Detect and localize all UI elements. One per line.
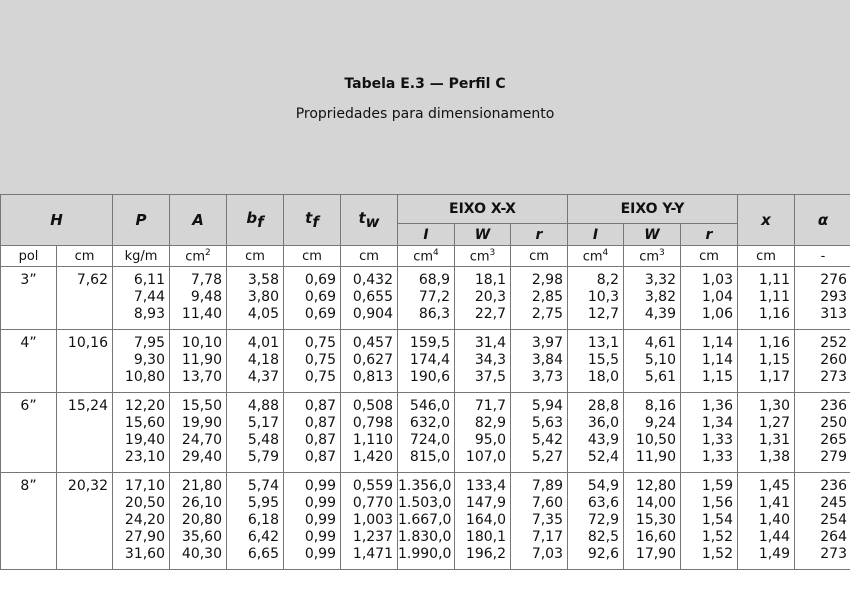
cell-value: 0,770 <box>352 495 393 511</box>
cell-col-2 <box>227 473 284 570</box>
cell-value: 72,9 <box>587 512 619 528</box>
table-subtitle: Propriedades para dimensionamento <box>295 106 555 122</box>
cell-col-1 <box>170 267 227 330</box>
cell-col-0 <box>113 330 170 393</box>
cell-col-7 <box>511 393 568 473</box>
unit-a: $cm^2$ <box>170 246 227 267</box>
cell-col-10 <box>681 267 738 330</box>
cell-value: 7,17 <box>531 529 563 545</box>
cell-value: 1.356,0 <box>398 478 452 494</box>
cell-value: 5,95 <box>247 495 279 511</box>
cell-value: 0,904 <box>352 306 393 322</box>
unit-h-cm: cm <box>57 246 113 267</box>
cell-value: 31,60 <box>124 546 165 562</box>
cell-value: 1,36 <box>701 398 733 414</box>
cell-value: 18,0 <box>587 369 619 385</box>
cell-value: 0,655 <box>352 289 393 305</box>
cell-value: 1,15 <box>701 369 733 385</box>
cell-value: 3,97 <box>531 335 563 351</box>
cell-value: 0,432 <box>352 272 393 288</box>
cell-value: 5,94 <box>531 398 563 414</box>
cell-value: 26,10 <box>181 495 222 511</box>
cell-value: 5,63 <box>531 415 563 431</box>
cell-value: 1,38 <box>758 449 790 465</box>
col-header-x: x <box>738 195 795 246</box>
cell-value: 4,88 <box>247 398 279 414</box>
cell-value: 7,44 <box>133 289 165 305</box>
cell-value: 14,00 <box>635 495 676 511</box>
unit-alpha: - <box>795 246 850 267</box>
cell-value: 1,003 <box>352 512 393 528</box>
cell-value: 77,2 <box>418 289 450 305</box>
cell-value: 0,69 <box>304 306 336 322</box>
cell-col-8 <box>568 393 624 473</box>
cell-value: 5,10 <box>644 352 676 368</box>
cell-value: 5,79 <box>247 449 279 465</box>
cell-value: 10,50 <box>635 432 676 448</box>
cell-value: 6,42 <box>247 529 279 545</box>
cell-value: 0,75 <box>304 369 336 385</box>
cell-value: 5,42 <box>531 432 563 448</box>
col-header-a: A <box>170 195 227 246</box>
cell-value: 0,813 <box>352 369 393 385</box>
cell-value: 5,48 <box>247 432 279 448</box>
unit-pol: pol <box>1 246 57 267</box>
cell-col-5 <box>398 473 455 570</box>
unit-wx: $cm^3$ <box>455 246 511 267</box>
cell-value: 1,15 <box>758 352 790 368</box>
cell-col-9 <box>624 267 681 330</box>
cell-value: 12,20 <box>124 398 165 414</box>
cell-value: 21,80 <box>181 478 222 494</box>
header-row-groups <box>1 195 850 224</box>
cell-value: 13,1 <box>587 335 619 351</box>
cell-col-12 <box>795 473 850 570</box>
cell-value: 0,87 <box>304 415 336 431</box>
cell-value: 23,10 <box>124 449 165 465</box>
cell-value: 159,5 <box>409 335 450 351</box>
cell-value: 12,80 <box>635 478 676 494</box>
table-title: Tabela E.3 — Perfil C <box>344 76 506 92</box>
col-header-ry: r <box>681 224 738 246</box>
cell-col-3 <box>284 473 341 570</box>
table-row <box>1 393 850 473</box>
cell-value: 9,24 <box>644 415 676 431</box>
cell-col-11 <box>738 473 795 570</box>
properties-table <box>0 194 850 570</box>
cell-value: 5,61 <box>644 369 676 385</box>
cell-value: 815,0 <box>409 449 450 465</box>
cell-col-0 <box>113 393 170 473</box>
cell-value: 1.503,0 <box>398 495 452 511</box>
cell-value: 5,17 <box>247 415 279 431</box>
cell-value: 1,40 <box>758 512 790 528</box>
cell-value: 1,237 <box>352 529 393 545</box>
cell-value: 95,0 <box>474 432 506 448</box>
cell-value: 632,0 <box>409 415 450 431</box>
cell-value: 37,5 <box>474 369 506 385</box>
cell-col-7 <box>511 473 568 570</box>
cell-value: 7,60 <box>531 495 563 511</box>
col-header-tw: $t_w$ <box>341 195 398 246</box>
cell-value: 31,4 <box>474 335 506 351</box>
cell-value: 0,75 <box>304 335 336 351</box>
cell-value: 17,90 <box>635 546 676 562</box>
col-header-iy: I <box>568 224 624 246</box>
cell-value: 4,01 <box>247 335 279 351</box>
cell-h-pol: 3” <box>1 267 57 330</box>
table-body <box>1 267 850 570</box>
cell-col-11 <box>738 267 795 330</box>
cell-value: 236 <box>820 478 847 494</box>
unit-p: kg/m <box>113 246 170 267</box>
col-header-alpha: α <box>795 195 850 246</box>
cell-value: 4,05 <box>247 306 279 322</box>
cell-value: 82,9 <box>474 415 506 431</box>
col-header-ix: I <box>398 224 455 246</box>
cell-value: 7,03 <box>531 546 563 562</box>
cell-col-3 <box>284 393 341 473</box>
cell-value: 20,50 <box>124 495 165 511</box>
cell-value: 1,33 <box>701 432 733 448</box>
cell-value: 16,60 <box>635 529 676 545</box>
cell-value: 17,10 <box>124 478 165 494</box>
cell-value: 27,90 <box>124 529 165 545</box>
unit-bf: cm <box>227 246 284 267</box>
col-header-rx: r <box>511 224 568 246</box>
cell-value: 11,40 <box>181 306 222 322</box>
cell-value: 3,80 <box>247 289 279 305</box>
cell-col-5 <box>398 393 455 473</box>
cell-value: 43,9 <box>587 432 619 448</box>
cell-col-12 <box>795 330 850 393</box>
cell-value: 12,7 <box>587 306 619 322</box>
cell-value: 3,82 <box>644 289 676 305</box>
cell-value: 273 <box>820 546 847 562</box>
cell-value: 252 <box>820 335 847 351</box>
cell-col-6 <box>455 267 511 330</box>
cell-value: 20,3 <box>474 289 506 305</box>
cell-value: 1,44 <box>758 529 790 545</box>
cell-col-7 <box>511 267 568 330</box>
cell-value: 279 <box>820 449 847 465</box>
cell-value: 24,20 <box>124 512 165 528</box>
cell-col-11 <box>738 330 795 393</box>
cell-value: 6,65 <box>247 546 279 562</box>
cell-h-pol: 6” <box>1 393 57 473</box>
cell-col-2 <box>227 267 284 330</box>
cell-value: 1,14 <box>701 352 733 368</box>
cell-h-pol: 8” <box>1 473 57 570</box>
cell-value: 1,420 <box>352 449 393 465</box>
cell-value: 724,0 <box>409 432 450 448</box>
col-header-wx: W <box>455 224 511 246</box>
cell-col-6 <box>455 393 511 473</box>
cell-value: 1,52 <box>701 529 733 545</box>
cell-value: 180,1 <box>465 529 506 545</box>
cell-value: 265 <box>820 432 847 448</box>
cell-value: 35,60 <box>181 529 222 545</box>
unit-tw: cm <box>341 246 398 267</box>
cell-value: 1,30 <box>758 398 790 414</box>
cell-col-2 <box>227 393 284 473</box>
cell-value: 3,84 <box>531 352 563 368</box>
cell-value: 254 <box>820 512 847 528</box>
cell-value: 1,110 <box>352 432 393 448</box>
cell-col-8 <box>568 330 624 393</box>
cell-value: 107,0 <box>465 449 506 465</box>
cell-value: 11,90 <box>635 449 676 465</box>
col-header-p: P <box>113 195 170 246</box>
cell-value: 313 <box>820 306 847 322</box>
cell-value: 546,0 <box>409 398 450 414</box>
cell-value: 1,33 <box>701 449 733 465</box>
cell-value: 15,5 <box>587 352 619 368</box>
cell-col-3 <box>284 267 341 330</box>
cell-value: 0,798 <box>352 415 393 431</box>
cell-col-8 <box>568 473 624 570</box>
cell-value: 4,61 <box>644 335 676 351</box>
unit-wy: $cm^3$ <box>624 246 681 267</box>
cell-value: 19,90 <box>181 415 222 431</box>
cell-col-10 <box>681 473 738 570</box>
cell-value: 0,75 <box>304 352 336 368</box>
cell-value: 5,74 <box>247 478 279 494</box>
cell-value: 52,4 <box>587 449 619 465</box>
cell-value: 82,5 <box>587 529 619 545</box>
cell-value: 0,69 <box>304 289 336 305</box>
col-header-wy: W <box>624 224 681 246</box>
cell-value: 1,27 <box>758 415 790 431</box>
table-row <box>1 267 850 330</box>
cell-value: 1,52 <box>701 546 733 562</box>
cell-value: 63,6 <box>587 495 619 511</box>
cell-value: 1,471 <box>352 546 393 562</box>
cell-value: 6,18 <box>247 512 279 528</box>
cell-value: 0,627 <box>352 352 393 368</box>
cell-value: 9,48 <box>190 289 222 305</box>
cell-value: 174,4 <box>409 352 450 368</box>
cell-value: 15,50 <box>181 398 222 414</box>
cell-value: 236 <box>820 398 847 414</box>
cell-value: 1,56 <box>701 495 733 511</box>
cell-value: 71,7 <box>474 398 506 414</box>
cell-value: 0,87 <box>304 449 336 465</box>
cell-value: 6,11 <box>133 272 165 288</box>
cell-value: 273 <box>820 369 847 385</box>
cell-col-6 <box>455 330 511 393</box>
units-row <box>1 246 850 267</box>
cell-col-5 <box>398 267 455 330</box>
cell-value: 1,49 <box>758 546 790 562</box>
cell-value: 293 <box>820 289 847 305</box>
cell-value: 7,89 <box>531 478 563 494</box>
cell-value: 190,6 <box>409 369 450 385</box>
cell-value: 0,99 <box>304 478 336 494</box>
cell-value: 147,9 <box>465 495 506 511</box>
cell-value: 0,559 <box>352 478 393 494</box>
unit-tf: cm <box>284 246 341 267</box>
cell-col-0 <box>113 473 170 570</box>
cell-value: 1,03 <box>701 272 733 288</box>
cell-col-9 <box>624 393 681 473</box>
cell-value: 8,2 <box>596 272 619 288</box>
cell-value: 0,87 <box>304 432 336 448</box>
cell-value: 0,99 <box>304 512 336 528</box>
cell-value: 13,70 <box>181 369 222 385</box>
cell-col-2 <box>227 330 284 393</box>
cell-col-4 <box>341 330 398 393</box>
cell-value: 1,04 <box>701 289 733 305</box>
cell-value: 164,0 <box>465 512 506 528</box>
cell-value: 0,99 <box>304 546 336 562</box>
cell-value: 10,3 <box>587 289 619 305</box>
cell-value: 3,73 <box>531 369 563 385</box>
cell-value: 8,16 <box>644 398 676 414</box>
cell-value: 1,06 <box>701 306 733 322</box>
cell-h-cm: 15,24 <box>57 393 113 473</box>
cell-value: 264 <box>820 529 847 545</box>
cell-col-1 <box>170 473 227 570</box>
cell-col-4 <box>341 267 398 330</box>
cell-value: 0,99 <box>304 495 336 511</box>
cell-col-9 <box>624 330 681 393</box>
cell-col-8 <box>568 267 624 330</box>
cell-col-1 <box>170 330 227 393</box>
cell-value: 1,16 <box>758 306 790 322</box>
cell-value: 7,78 <box>190 272 222 288</box>
cell-col-1 <box>170 393 227 473</box>
title-banner <box>0 0 850 194</box>
cell-value: 245 <box>820 495 847 511</box>
cell-value: 1.667,0 <box>398 512 452 528</box>
cell-col-7 <box>511 330 568 393</box>
cell-value: 0,508 <box>352 398 393 414</box>
unit-rx: cm <box>511 246 568 267</box>
cell-value: 1,41 <box>758 495 790 511</box>
cell-value: 276 <box>820 272 847 288</box>
cell-value: 3,32 <box>644 272 676 288</box>
cell-value: 1,45 <box>758 478 790 494</box>
cell-col-12 <box>795 267 850 330</box>
cell-col-6 <box>455 473 511 570</box>
cell-value: 19,40 <box>124 432 165 448</box>
unit-x: cm <box>738 246 795 267</box>
cell-col-4 <box>341 473 398 570</box>
cell-h-pol: 4” <box>1 330 57 393</box>
cell-value: 7,35 <box>531 512 563 528</box>
cell-col-3 <box>284 330 341 393</box>
col-header-h: H <box>1 195 113 246</box>
cell-value: 1,11 <box>758 272 790 288</box>
cell-col-4 <box>341 393 398 473</box>
cell-value: 22,7 <box>474 306 506 322</box>
cell-value: 1.990,0 <box>398 546 452 562</box>
cell-value: 9,30 <box>133 352 165 368</box>
cell-col-9 <box>624 473 681 570</box>
cell-value: 2,85 <box>531 289 563 305</box>
cell-value: 0,99 <box>304 529 336 545</box>
cell-value: 24,70 <box>181 432 222 448</box>
cell-col-11 <box>738 393 795 473</box>
cell-value: 15,30 <box>635 512 676 528</box>
cell-value: 18,1 <box>474 272 506 288</box>
cell-value: 10,80 <box>124 369 165 385</box>
cell-value: 20,80 <box>181 512 222 528</box>
cell-value: 1,16 <box>758 335 790 351</box>
cell-value: 40,30 <box>181 546 222 562</box>
cell-value: 1,54 <box>701 512 733 528</box>
cell-col-10 <box>681 393 738 473</box>
cell-value: 92,6 <box>587 546 619 562</box>
cell-col-12 <box>795 393 850 473</box>
unit-ry: cm <box>681 246 738 267</box>
cell-value: 2,75 <box>531 306 563 322</box>
cell-value: 1,59 <box>701 478 733 494</box>
cell-value: 1,17 <box>758 369 790 385</box>
col-header-tf: $t_f$ <box>284 195 341 246</box>
cell-value: 11,90 <box>181 352 222 368</box>
cell-value: 0,69 <box>304 272 336 288</box>
table-row <box>1 473 850 570</box>
cell-value: 260 <box>820 352 847 368</box>
table-row <box>1 330 850 393</box>
cell-value: 68,9 <box>418 272 450 288</box>
cell-h-cm: 7,62 <box>57 267 113 330</box>
cell-value: 10,10 <box>181 335 222 351</box>
cell-value: 7,95 <box>133 335 165 351</box>
cell-value: 28,8 <box>587 398 619 414</box>
cell-value: 1,14 <box>701 335 733 351</box>
unit-ix: $cm^4$ <box>398 246 455 267</box>
cell-value: 8,93 <box>133 306 165 322</box>
cell-value: 54,9 <box>587 478 619 494</box>
cell-h-cm: 10,16 <box>57 330 113 393</box>
unit-iy: $cm^4$ <box>568 246 624 267</box>
cell-col-10 <box>681 330 738 393</box>
cell-value: 1,31 <box>758 432 790 448</box>
cell-value: 3,58 <box>247 272 279 288</box>
col-header-bf: $b_f$ <box>227 195 284 246</box>
cell-col-0 <box>113 267 170 330</box>
cell-value: 2,98 <box>531 272 563 288</box>
cell-col-5 <box>398 330 455 393</box>
cell-value: 29,40 <box>181 449 222 465</box>
cell-value: 4,39 <box>644 306 676 322</box>
cell-value: 1,34 <box>701 415 733 431</box>
col-group-eixo-yy: EIXO Y-Y <box>568 195 738 224</box>
cell-value: 1.830,0 <box>398 529 452 545</box>
cell-value: 36,0 <box>587 415 619 431</box>
cell-value: 250 <box>820 415 847 431</box>
cell-value: 4,18 <box>247 352 279 368</box>
cell-value: 133,4 <box>465 478 506 494</box>
cell-h-cm: 20,32 <box>57 473 113 570</box>
col-group-eixo-xx: EIXO X-X <box>398 195 568 224</box>
cell-value: 5,27 <box>531 449 563 465</box>
cell-value: 86,3 <box>418 306 450 322</box>
cell-value: 15,60 <box>124 415 165 431</box>
cell-value: 196,2 <box>465 546 506 562</box>
cell-value: 1,11 <box>758 289 790 305</box>
cell-value: 4,37 <box>247 369 279 385</box>
cell-value: 0,87 <box>304 398 336 414</box>
cell-value: 34,3 <box>474 352 506 368</box>
cell-value: 0,457 <box>352 335 393 351</box>
